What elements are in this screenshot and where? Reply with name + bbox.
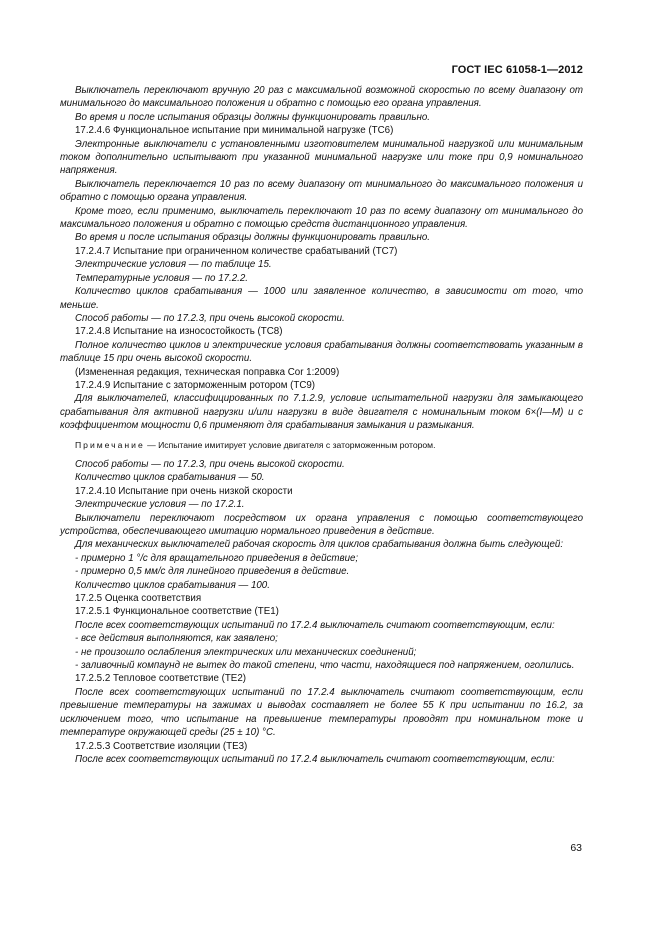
paragraph: После всех соответствующих испытаний по 17.2.4 выключатель считают соответствующим, если: <box>75 753 555 765</box>
paragraph: Электронные выключатели с установленными изготовителем минимальной нагрузкой или минимальным током дополнительно испытывают при указанной минимальной нагрузке или токе при 0,9 номинального напряжения. <box>60 138 583 177</box>
paragraph: 17.2.4.7 Испытание при ограниченном количестве срабатываний (TC7) <box>75 245 398 257</box>
paragraph: 17.2.4.8 Испытание на износостойкость (TC8) <box>75 326 283 338</box>
paragraph: 17.2.4.10 Испытание при очень низкой скорости <box>75 485 293 497</box>
paragraph: Выключатели переключают посредством их органа управления с помощью соответствующего устройства, обеспечивающего имитацию нормального приведения в действие. <box>60 512 583 537</box>
paragraph-group-1 <box>60 84 583 433</box>
paragraph-group-2 <box>60 458 583 766</box>
paragraph: Кроме того, если применимо, выключатель переключают 10 раз по всему диапазону от минимального до максимального положения и обратно с помощью средств дистанционного управления. <box>60 205 583 231</box>
paragraph: Способ работы — по 17.2.3, при очень высокой скорости. <box>75 312 345 324</box>
paragraph: Для механических выключателей рабочая скорость для циклов срабатывания должна быть следующей: <box>75 539 564 551</box>
list-item: - примерно 1 °/с для вращательного приведения в действие; <box>75 552 359 564</box>
paragraph: Во время и после испытания образцы должны функционировать правильно. <box>75 232 430 244</box>
list-item: - все действия выполняются, как заявлено; <box>75 633 278 645</box>
paragraph: Электрические условия — по 17.2.1. <box>75 499 245 511</box>
paragraph: Для выключателей, классифицированных по 7.1.2.9, условие испытательной нагрузки для замыкающего срабатывания для активной нагрузки и/или нагрузки в виде двигателя с номинальным током 6×(I—M) и с коэффициентом мощности 0,6 применяют для срабатывания замыкания и размыкания. <box>60 393 583 432</box>
paragraph: Электрические условия — по таблице 15. <box>75 259 272 271</box>
paragraph: 17.2.4.9 Испытание с заторможенным ротором (TC9) <box>75 379 316 391</box>
paragraph: Полное количество циклов и электрические условия срабатывания должны соответствовать указанным в таблице 15 при очень высокой скорости. <box>60 339 583 365</box>
note <box>60 439 583 452</box>
list-item: - примерно 0,5 мм/с для линейного приведения в действие. <box>75 566 350 578</box>
paragraph: 17.2.5.2 Тепловое соответствие (TE2) <box>75 673 246 685</box>
paragraph: Количество циклов срабатывания — 1000 или заявленное количество, в зависимости от того, что меньше. <box>60 286 583 311</box>
list-item: - заливочный компаунд не вытек до такой степени, что части, находящиеся под напряжением, оголились. <box>75 660 575 672</box>
paragraph: 17.2.5.3 Соответствие изоляции (TE3) <box>75 740 248 752</box>
paragraph: Количество циклов срабатывания — 50. <box>75 472 265 484</box>
paragraph: Во время и после испытания образцы должны функционировать правильно. <box>75 111 430 123</box>
paragraph: Способ работы — по 17.2.3, при очень высокой скорости. <box>75 458 345 470</box>
paragraph: Количество циклов срабатывания — 100. <box>75 579 270 591</box>
paragraph: Выключатель переключается 10 раз по всему диапазону от минимального до максимального положения и обратно с помощью органа управления. <box>60 178 583 204</box>
document-header: ГОСТ IEC 61058-1—2012 <box>451 64 583 76</box>
paragraph: 17.2.4.6 Функциональное испытание при минимальной нагрузке (TC6) <box>75 125 394 137</box>
note-lead: Примечание <box>75 439 145 450</box>
paragraph: Температурные условия — по 17.2.2. <box>75 272 249 284</box>
paragraph: (Измененная редакция, техническая поправка Cor 1:2009) <box>75 366 340 378</box>
paragraph: После всех соответствующих испытаний по 17.2.4 выключатель считают соответствующим, если превышение температуры на зажимах и выводах составляет не более 55 К при испытании по 16.2, за исключением того, что испытание на превышение температуры проводят при номинальном токе и температуре окружающей среды (25 ± 10) °С. <box>60 686 583 739</box>
paragraph: Выключатель переключают вручную 20 раз с максимальной возможной скоростью по всему диапазону от минимального до максимального положения и обратно с помощью его органа управления. <box>60 85 583 110</box>
list-item: - не произошло ослабления электрических или механических соединений; <box>75 646 417 658</box>
paragraph: После всех соответствующих испытаний по 17.2.4 выключатель считают соответствующим, если: <box>75 619 555 631</box>
note-text: — Испытание имитирует условие двигателя с заторможенным ротором. <box>144 439 436 450</box>
paragraph: 17.2.5 Оценка соответствия <box>75 593 202 605</box>
paragraph: 17.2.5.1 Функциональное соответствие (TE1) <box>75 606 279 618</box>
page-body <box>60 84 583 766</box>
page-number: 63 <box>570 842 582 854</box>
